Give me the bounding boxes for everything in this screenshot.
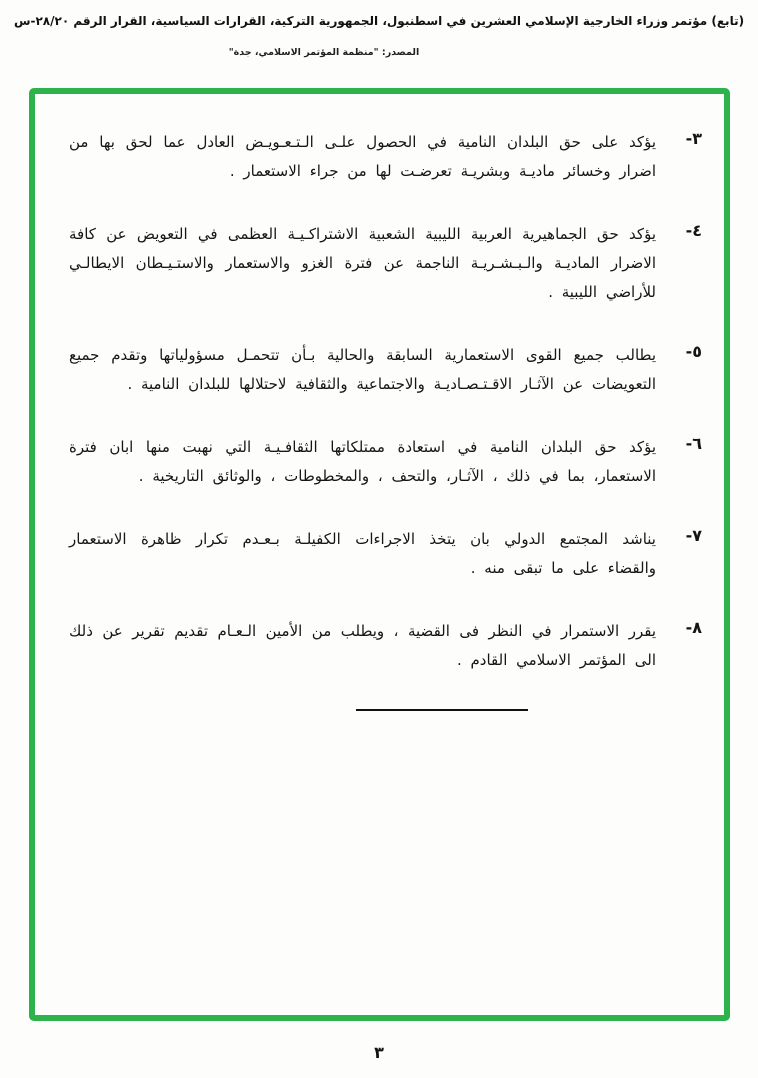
- item-text: يقرر الاستمرار في النظر فى القضية ، ويطلب من الأمين الـعـام تقديم تقرير عن ذلك الى المؤتمر الاسلامي القادم .: [69, 622, 656, 669]
- item-number: ٤-: [685, 221, 702, 240]
- item-number: ٨-: [685, 618, 702, 637]
- document-header-title: (تابع) مؤتمر وزراء الخارجية الإسلامي العشرين في اسطنبول، الجمهورية التركية، القرارات السياسية، القرار الرقم ٢٨/٢٠-س: [13, 14, 745, 28]
- resolution-item: [69, 617, 702, 675]
- resolution-list: [35, 94, 724, 675]
- item-text: يناشد المجتمع الدولي بان يتخذ الاجراءات الكفيلـة بـعـدم تكرار ظاهرة الاستعمار والقضاء على ما تبقى منه .: [69, 530, 656, 577]
- highlight-frame: [29, 88, 730, 1021]
- page-number: ٣: [374, 1043, 384, 1062]
- item-text: يؤكد حق الجماهيرية العربية الليبية الشعبية الاشتراكـيـة العظمى في التعويض عن كافة الاضرار الماديـة والـبـشـريـة الناجمة عن فترة الغزو والاستعمار والاستـيـطان الايطالـي للأراضي الليبية .: [69, 225, 656, 301]
- item-number: ٦-: [685, 434, 702, 453]
- resolution-item: [69, 341, 702, 399]
- section-divider-line: [356, 709, 528, 711]
- item-text: يطالب جميع القوى الاستعمارية السابقة والحالية بـأن تتحمـل مسؤولياتها وتقدم جميع التعويضات عن الآثـار الاقـتـصـاديـة والاجتماعية والثقافية لاحتلالها للبلدان النامية .: [69, 346, 656, 393]
- item-number: ٧-: [685, 526, 702, 545]
- resolution-item: [69, 128, 702, 186]
- resolution-item: [69, 433, 702, 491]
- item-text: يؤكد على حق البلدان النامية في الحصول علـى الـتـعـويـض العادل عما لحق بها من اضرار وخسائر ماديـة وبشريـة تعرضـت لها من جراء الاستعمار .: [69, 133, 656, 180]
- resolution-item: [69, 220, 702, 307]
- item-number: ٥-: [685, 342, 702, 361]
- item-number: ٣-: [685, 129, 702, 148]
- resolution-item: [69, 525, 702, 583]
- document-source-line: المصدر: "منظمة المؤتمر الاسلامي، جدة": [228, 47, 420, 58]
- item-text: يؤكد حق البلدان النامية في استعادة ممتلكاتها الثقافـيـة التي نهبت منها ابان فترة الاستعمار، بما في ذلك ، الآثـار، والتحف ، والمخطوطات ، والوثائق التاريخية .: [69, 438, 656, 485]
